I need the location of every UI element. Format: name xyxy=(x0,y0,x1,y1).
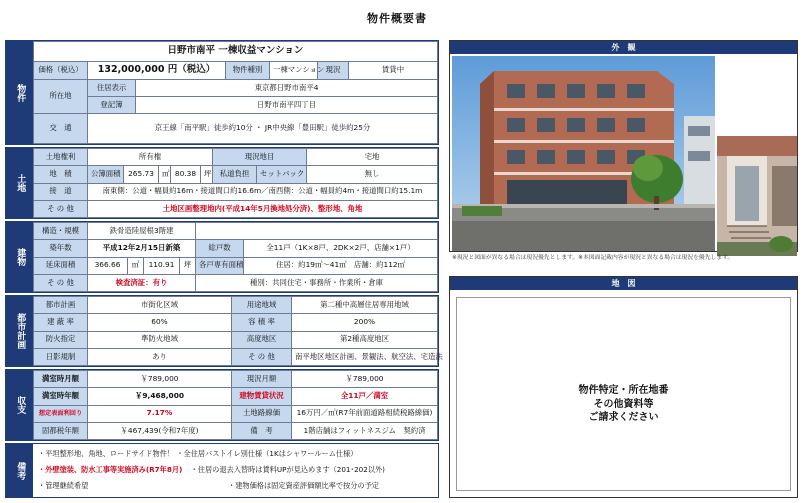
bcr-value: 60% xyxy=(88,314,232,331)
income-section xyxy=(5,369,439,441)
income-table xyxy=(33,370,438,440)
yield-value: 7.17% xyxy=(88,405,232,422)
occupancy-value: 全11戸／満室 xyxy=(292,388,438,405)
floor-area-tsubo-unit: 坪 xyxy=(180,257,196,274)
property-section xyxy=(5,40,439,145)
transport-value: 京王線「南平駅」徒歩約10分 ・ JR中央線「豊田駅」徒歩約25分 xyxy=(88,114,438,144)
land-rights-value: 所有権 xyxy=(88,149,213,166)
current-monthly-value: ￥789,000 xyxy=(292,371,438,388)
floor-area-sqm: 366.66 xyxy=(88,257,128,274)
land-tsubo-unit: 坪 xyxy=(201,166,213,183)
shade-label: 日影規制 xyxy=(34,348,88,365)
full-annual-value: ￥9,468,000 xyxy=(88,388,232,405)
land-area-sqm: 265.73 xyxy=(124,166,159,183)
exterior-photo-panel xyxy=(449,40,798,252)
property-section-label: 物件 xyxy=(6,41,33,144)
land-area-tsubo: 80.38 xyxy=(171,166,201,183)
structure-label: 構造・規模 xyxy=(34,223,88,240)
photo-caption: ※現況と図面が異なる場合は現況優先とします。※本図面記載内容が現況と異なる場合は現況を優先します。 xyxy=(452,255,734,261)
map-message-line-2: その他資料等 xyxy=(593,398,654,410)
notes-section xyxy=(5,443,439,498)
height-value: 第2種高度地区 xyxy=(292,331,438,348)
built-label: 築年数 xyxy=(34,240,88,257)
use-zone-value: 第二種中高層住居専用地域 xyxy=(292,297,438,314)
land-area-label: 地 積 xyxy=(34,166,88,183)
private-area-label: 各戸専有面積 xyxy=(196,257,244,274)
road-price-label: 土地路線価 xyxy=(232,405,292,422)
remarks-label: 備 考 xyxy=(232,422,292,439)
bcr-label: 建 蔽 率 xyxy=(34,314,88,331)
city-table xyxy=(33,296,443,366)
registry-label: 登記簿 xyxy=(88,97,136,114)
built-value: 平成12年2月15日新築 xyxy=(88,240,196,257)
address-value: 東京都日野市南平4 xyxy=(136,80,438,97)
floor-area-sqm-unit: ㎡ xyxy=(128,257,144,274)
land-sqm-unit: ㎡ xyxy=(159,166,171,183)
city-section-label: 都市計画 xyxy=(6,296,33,366)
building-other-label: そ の 他 xyxy=(34,274,88,291)
land-section-label: 土地 xyxy=(6,148,33,218)
occupancy-label: 建物賃貸状況 xyxy=(232,388,292,405)
full-monthly-value: ￥789,000 xyxy=(88,371,232,388)
transport-label: 交 通 xyxy=(34,114,88,144)
property-table xyxy=(33,41,438,144)
type-label: 物件種別 xyxy=(226,62,270,80)
land-other-value: 土地区画整理地内(平成14年5月換地処分済)、整形地、角地 xyxy=(88,200,438,217)
remarks-value: 1階店舗はフィットネスジム 契約済 xyxy=(292,422,438,439)
location-label: 所在地 xyxy=(34,80,88,114)
use-zone-label: 用途地域 xyxy=(232,297,292,314)
map-panel xyxy=(449,276,798,498)
map-panel-title: 地 図 xyxy=(450,277,797,290)
note-line-2-text: ・住居の退去入替時は賃料UPが見込めます（201･202以外) xyxy=(190,465,385,474)
land-public-label: 公簿面積 xyxy=(88,166,124,183)
setback-label: セットバック xyxy=(257,166,307,183)
shade-value: あり xyxy=(88,348,232,365)
map-request-message xyxy=(457,384,790,425)
inspection-value: 検査済証：有り xyxy=(88,274,196,291)
city-other-label: そ の 他 xyxy=(232,348,292,365)
access-value: 南東側：公道・幅員約16m・接道間口約16.6m／南西側：公道・幅員約4m・接道間口約15.1m xyxy=(88,183,438,200)
planning-label: 都市計画 xyxy=(34,297,88,314)
full-annual-label: 満室時年額 xyxy=(34,388,88,405)
land-table xyxy=(33,148,438,218)
road-burden-label: 私道負担 xyxy=(213,166,257,183)
map-area xyxy=(456,297,791,491)
units-value: 全11戸（1K×8戸、2DK×2戸、店舗×1戸） xyxy=(244,240,438,257)
floor-area-label: 延床面積 xyxy=(34,257,88,274)
private-area-value: 住居：約19㎡～41㎡ 店舗：約112㎡ xyxy=(244,257,438,274)
map-message-line-1: 物件特定・所在地番 xyxy=(578,385,669,396)
access-label: 接 道 xyxy=(34,183,88,200)
far-value: 200% xyxy=(292,314,438,331)
land-section xyxy=(5,147,439,219)
planning-value: 市街化区域 xyxy=(88,297,232,314)
far-label: 容 積 率 xyxy=(232,314,292,331)
current-monthly-label: 現況月額 xyxy=(232,371,292,388)
registry-value: 日野市南平四丁目 xyxy=(136,97,438,114)
structure-value: 鉄骨造陸屋根3階建 xyxy=(88,223,196,240)
notes-section-label: 備考 xyxy=(6,444,33,497)
tax-value: ￥467,439(令和7年度) xyxy=(88,422,232,439)
status-label: 現況 xyxy=(318,62,349,80)
type-value: 一棟マンション xyxy=(270,62,318,80)
full-monthly-label: 満室時月額 xyxy=(34,371,88,388)
exterior-photo-main xyxy=(452,56,715,251)
units-label: 総戸数 xyxy=(196,240,244,257)
city-other-value: 南平地区地区計画、景観法、航空法、宅造法 xyxy=(292,348,438,365)
setback-value: 無し xyxy=(307,166,438,183)
yield-label: 想定表面利回り xyxy=(34,405,88,422)
road-price-value: 16万円／㎡(R7年前面道路相続税路線価) xyxy=(292,405,438,422)
income-section-label: 収支 xyxy=(6,370,33,440)
land-zone-label: 現況地目 xyxy=(213,149,307,166)
property-title: 日野市南平 一棟収益マンション xyxy=(34,42,438,62)
price-value: 132,000,000 円（税込） xyxy=(88,62,226,80)
address-label: 住居表示 xyxy=(88,80,136,97)
building-section xyxy=(5,221,439,293)
building-table xyxy=(33,222,438,292)
status-value: 賃貸中 xyxy=(349,62,438,80)
map-message-line-3: ご請求ください xyxy=(588,412,659,423)
tax-label: 固都税年額 xyxy=(34,422,88,439)
land-zone-value: 宅地 xyxy=(307,149,438,166)
fire-value: 準防火地域 xyxy=(88,331,232,348)
height-label: 高度地区 xyxy=(232,331,292,348)
city-planning-section xyxy=(5,295,443,367)
tenants-value: 種別：共同住宅・事務所・作業所・倉庫 xyxy=(196,274,438,291)
exterior-panel-title: 外 観 xyxy=(450,41,797,54)
note-line-3-left: ・管理継続希望 xyxy=(38,481,89,490)
exterior-photo-entrance xyxy=(717,136,797,256)
building-section-label: 建物 xyxy=(6,222,33,292)
note-line-2-highlight: ・外壁塗装、防水工事等実施済み(R7年8月) xyxy=(38,465,183,474)
note-line-3-right: ・建物価格は固定資産評価額比率で按分の予定 xyxy=(228,481,379,490)
price-label: 価格（税込） xyxy=(34,62,88,80)
fire-label: 防火指定 xyxy=(34,331,88,348)
floor-area-tsubo: 110.91 xyxy=(144,257,180,274)
land-rights-label: 土地権利 xyxy=(34,149,88,166)
land-other-label: そ の 他 xyxy=(34,200,88,217)
document-title: 物件概要書 xyxy=(367,12,427,25)
note-line-1: ・平坦整形地、角地、ロードサイド物件！ ・全住居バストイレ別仕様（1Kはシャワールーム仕様） xyxy=(38,449,358,458)
